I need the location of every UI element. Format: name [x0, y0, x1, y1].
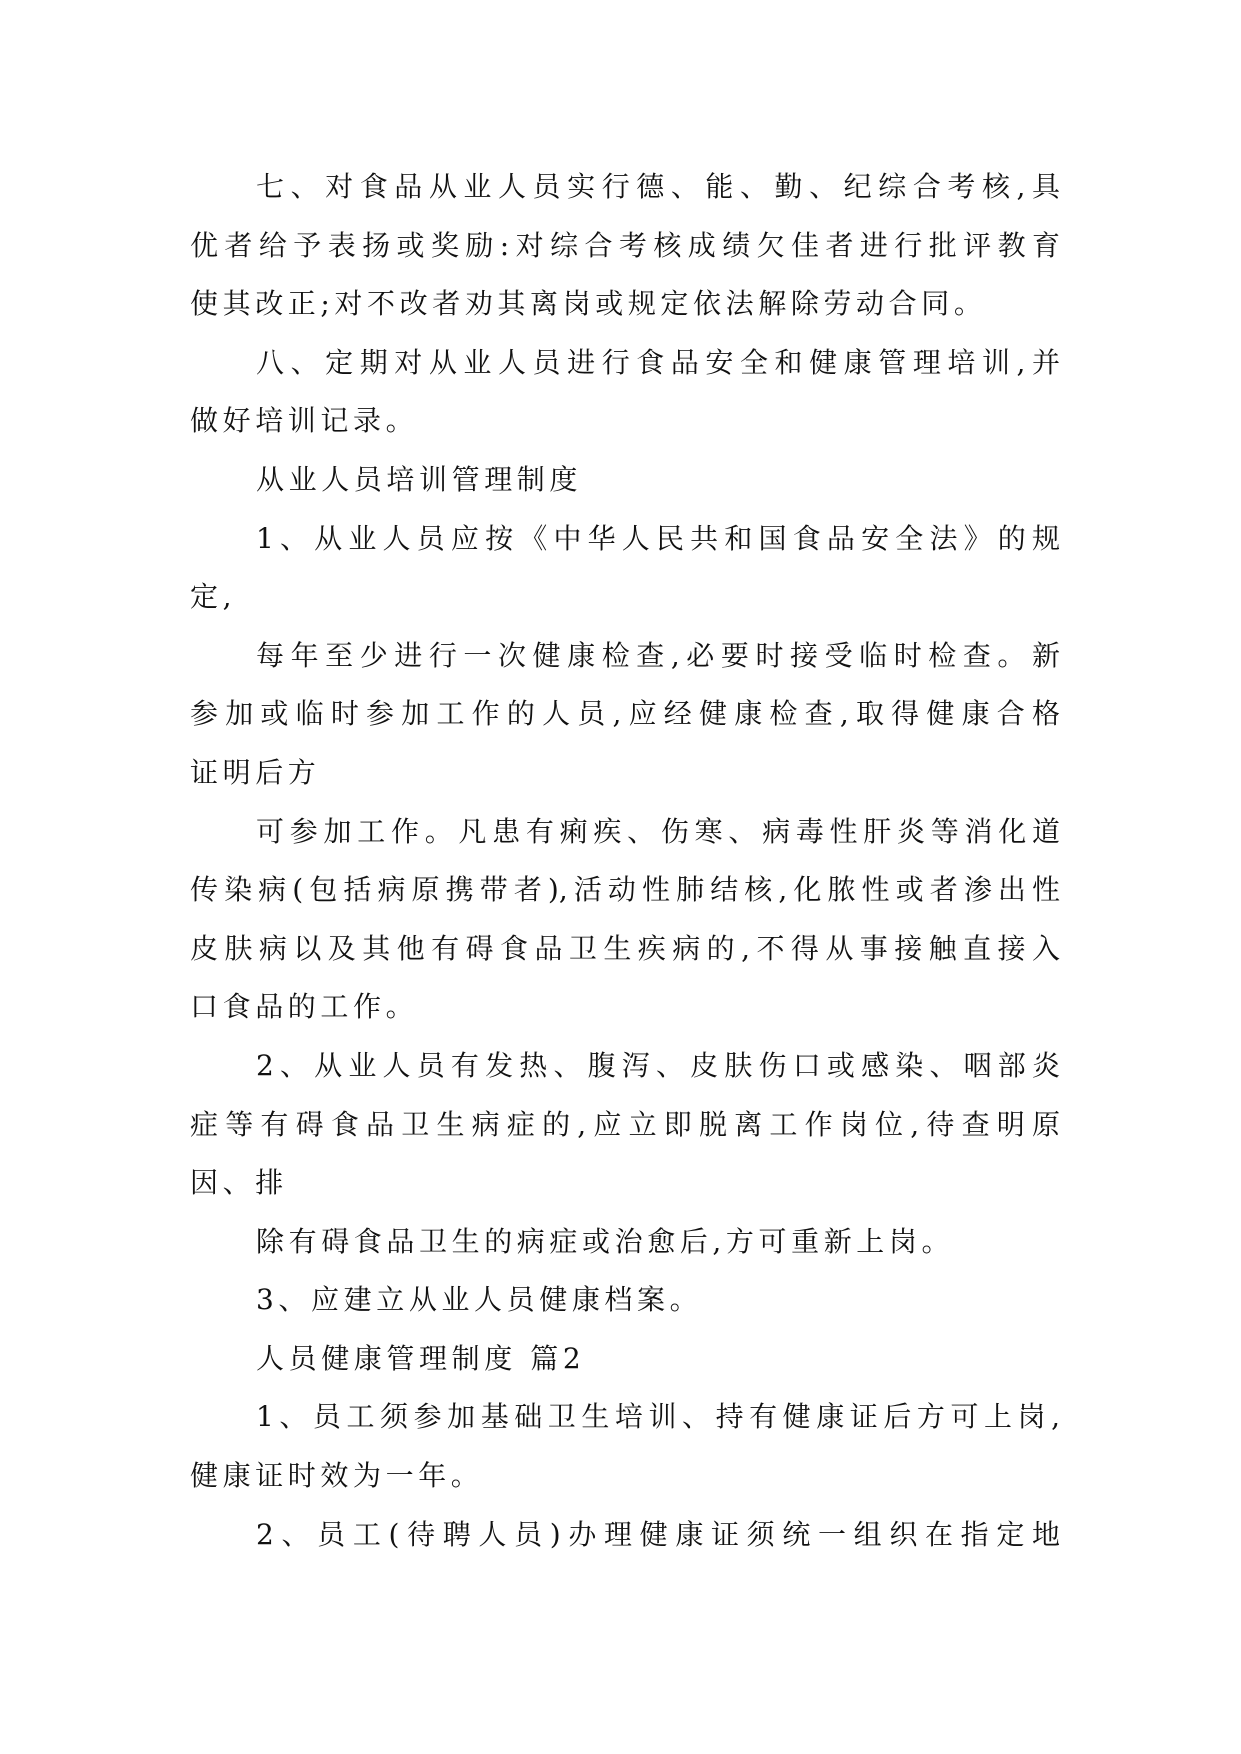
text-line: 除有碍食品卫生的病症或治愈后,方可重新上岗。 [256, 1224, 955, 1258]
document-body [190, 158, 1060, 1564]
text-line: 优者给予表扬或奖励:对综合考核成绩欠佳者进行批评教育 [190, 228, 1060, 262]
text-line: 使其改正;对不改者劝其离岗或规定依法解除劳动合同。 [190, 287, 987, 321]
text-line: 做好培训记录。 [190, 404, 419, 438]
text-line: 传染病(包括病原携带者),活动性肺结核,化脓性或者渗出性 [190, 873, 1060, 907]
text-line: 参加或临时参加工作的人员,应经健康检查,取得健康合格 [190, 697, 1060, 731]
section-heading: 人员健康管理制度 篇2 [256, 1341, 586, 1375]
text-line: 健康证时效为一年。 [190, 1459, 484, 1493]
text-line: 可参加工作。凡患有痢疾、伤寒、病毒性肝炎等消化道 [256, 814, 1060, 848]
text-line: 3、应建立从业人员健康档案。 [256, 1283, 703, 1317]
text-line: 定, [190, 580, 237, 614]
text-line: 证明后方 [190, 755, 321, 789]
text-line: 皮肤病以及其他有碍食品卫生疾病的,不得从事接触直接入 [190, 931, 1060, 965]
text-line: 口食品的工作。 [190, 990, 419, 1024]
text-line: 1、从业人员应按《中华人民共和国食品安全法》的规 [256, 521, 1060, 555]
section-heading: 从业人员培训管理制度 [256, 462, 583, 496]
text-line: 每年至少进行一次健康检查,必要时接受临时检查。新 [256, 638, 1060, 672]
text-line: 症等有碍食品卫生病症的,应立即脱离工作岗位,待查明原 [190, 1107, 1060, 1141]
text-line: 2、员工(待聘人员)办理健康证须统一组织在指定地 [256, 1517, 1060, 1551]
text-line: 1、员工须参加基础卫生培训、持有健康证后方可上岗, [256, 1400, 1060, 1434]
text-line: 因、排 [190, 1166, 288, 1200]
text-line: 2、从业人员有发热、腹泻、皮肤伤口或感染、咽部炎 [256, 1048, 1060, 1082]
text-line: 七、对食品从业人员实行德、能、勤、纪综合考核,具 [256, 170, 1060, 203]
text-line: 八、定期对从业人员进行食品安全和健康管理培训,并 [256, 345, 1060, 379]
